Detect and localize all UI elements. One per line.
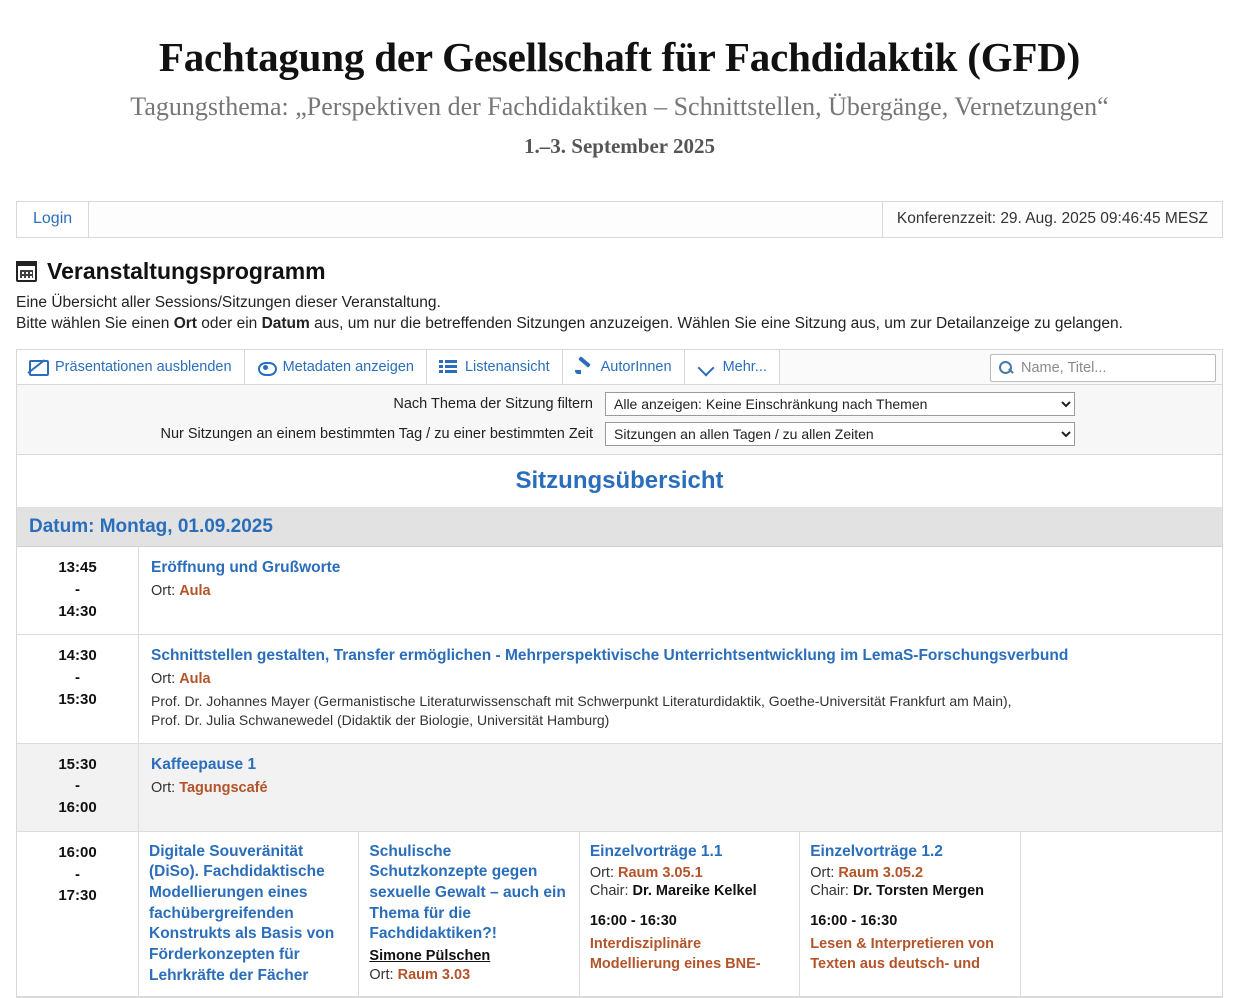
parallel-session-title[interactable]: Digitale Souveränität (DiSo). Fachdidaktische Modellierungen eines fachübergreifenden Konstrukts als Basis von Förderkonzepten für Lehrkräfte der Fächer <box>149 842 335 984</box>
session-body <box>139 635 1222 742</box>
filter-panel <box>16 385 1223 455</box>
session-time <box>17 744 139 831</box>
toggle-presentations-label: Präsentationen ausblenden <box>55 359 232 376</box>
session-location <box>151 581 1212 602</box>
session-body <box>139 744 1222 831</box>
location-link[interactable]: Raum 3.05.1 <box>618 865 703 882</box>
program-title: Sitzungsübersicht <box>17 455 1222 508</box>
session-dash: - <box>75 669 80 687</box>
location-prefix: Ort: <box>589 865 619 882</box>
intro-text-c: aus, um nur die betreffenden Sitzungen anzuzeigen. Wählen Sie eine Sitzung aus, um zur Detailanzeige zu gelangen. <box>309 315 1123 333</box>
session-end: 16:00 <box>58 799 97 817</box>
parallel-session-title[interactable]: Einzelvorträge 1.1 <box>589 842 723 860</box>
list-view-icon <box>439 359 458 375</box>
show-metadata-button[interactable] <box>245 350 427 384</box>
parallel-session-2[interactable] <box>359 832 579 996</box>
chair-prefix: Chair: <box>810 883 853 900</box>
session-start: 15:30 <box>58 755 97 773</box>
toggle-presentations-button[interactable] <box>17 350 245 384</box>
topbar-spacer <box>89 202 883 237</box>
location-prefix: Ort: <box>151 779 180 796</box>
location-link[interactable]: Aula <box>179 583 211 600</box>
section-intro <box>16 293 1223 335</box>
intro-bold-datum: Datum <box>261 315 310 333</box>
conference-clock: Konferenzzeit: 29. Aug. 2025 09:46:45 MESZ <box>896 210 1208 228</box>
conference-header <box>16 0 1223 169</box>
filter-label-day: Nur Sitzungen an einem bestimmten Tag / zu einer bestimmten Zeit <box>160 426 593 443</box>
search-icon <box>998 360 1014 376</box>
location-link[interactable]: Raum 3.03 <box>397 966 471 983</box>
session-start: 16:00 <box>58 843 97 861</box>
presentation-title[interactable]: Lesen & Interpretieren von Texten aus deutsch- und <box>810 936 994 972</box>
conference-dates: 1.–3. September 2025 <box>524 134 715 159</box>
more-label: Mehr... <box>722 359 767 376</box>
session-person-2: Prof. Dr. Julia Schwanewedel (Didaktik der Biologie, Universität Hamburg) <box>151 712 610 729</box>
parallel-session-3[interactable] <box>580 832 800 996</box>
intro-line-2 <box>16 314 1223 335</box>
session-end: 15:30 <box>58 690 97 708</box>
session-dash: - <box>75 580 80 598</box>
list-view-label: Listenansicht <box>464 359 550 376</box>
parallel-session-chair <box>590 883 791 899</box>
session-title[interactable]: Eröffnung und Grußworte <box>151 559 341 577</box>
filter-select-day[interactable] <box>605 422 1075 446</box>
session-person-1: Prof. Dr. Johannes Mayer (Germanistische Literaturwissenschaft mit Schwerpunkt Literaturdidaktik, Goethe-Universität Frankfurt am Main), <box>151 693 1012 709</box>
session-time <box>17 635 139 742</box>
table-row[interactable] <box>17 635 1222 743</box>
session-time <box>17 547 139 634</box>
session-title[interactable]: Kaffeepause 1 <box>151 755 257 773</box>
show-metadata-label: Metadaten anzeigen <box>282 359 414 376</box>
presentation-time: 16:00 - 16:30 <box>589 913 677 930</box>
location-prefix: Ort: <box>810 865 839 882</box>
session-location <box>151 669 1212 690</box>
parallel-session-empty <box>1021 832 1222 996</box>
list-view-button[interactable] <box>427 350 563 384</box>
section-header <box>16 258 1223 285</box>
parallel-session-location <box>810 865 1011 881</box>
hide-presentations-icon <box>29 359 48 375</box>
conference-subtitle: Tagungsthema: „Perspektiven der Fachdidaktiken – Schnittstellen, Übergänge, Vernetzungen“ <box>130 92 1109 122</box>
filter-row-day <box>17 419 1222 449</box>
location-prefix: Ort: <box>151 671 180 688</box>
authors-label: AutorInnen <box>600 359 672 376</box>
table-row[interactable] <box>17 744 1222 832</box>
authors-button[interactable] <box>563 350 685 384</box>
session-people <box>151 692 1212 731</box>
location-prefix: Ort: <box>151 583 180 600</box>
calendar-icon <box>16 261 37 282</box>
top-bar <box>16 201 1223 238</box>
parallel-session-location <box>369 967 570 983</box>
intro-text-b: oder ein <box>196 315 262 333</box>
parallel-session-4[interactable] <box>800 832 1020 996</box>
session-end: 17:30 <box>58 887 97 905</box>
login-link[interactable]: Login <box>17 202 89 237</box>
intro-line-1: Eine Übersicht aller Sessions/Sitzungen dieser Veranstaltung. <box>16 294 441 312</box>
session-start: 13:45 <box>58 559 97 577</box>
session-start: 14:30 <box>58 647 97 665</box>
pen-icon <box>575 359 594 375</box>
parallel-session-presenter[interactable]: Simone Pülschen <box>369 947 491 964</box>
chair-name: Dr. Torsten Mergen <box>852 883 984 900</box>
location-link[interactable]: Aula <box>179 671 211 688</box>
search-box[interactable] <box>990 354 1216 382</box>
filter-select-topic[interactable] <box>605 392 1075 416</box>
session-dash: - <box>75 777 80 795</box>
presentation-time: 16:00 - 16:30 <box>810 913 898 930</box>
parallel-sessions <box>139 832 1222 996</box>
chair-prefix: Chair: <box>589 883 633 900</box>
intro-bold-ort: Ort <box>173 315 197 333</box>
session-end: 14:30 <box>58 602 97 620</box>
program-toolbar <box>16 349 1223 385</box>
parallel-session-title[interactable]: Einzelvorträge 1.2 <box>810 842 943 860</box>
filter-row-topic <box>17 389 1222 419</box>
parallel-session-title[interactable]: Schulische Schutzkonzepte gegen sexuelle Gewalt – auch ein Thema für die Fachdidaktiken?! <box>369 842 566 943</box>
session-overview-table <box>16 455 1223 998</box>
session-body <box>139 547 1222 634</box>
intro-text-a: Bitte wählen Sie einen <box>16 315 174 333</box>
table-row[interactable] <box>17 547 1222 635</box>
location-link[interactable]: Tagungscafé <box>179 779 268 796</box>
session-time <box>17 832 139 996</box>
table-row[interactable] <box>17 832 1222 997</box>
parallel-session-location <box>590 865 791 881</box>
parallel-session-chair <box>810 883 1011 899</box>
page-title: Fachtagung der Gesellschaft für Fachdidaktik (GFD) <box>158 34 1081 80</box>
location-prefix: Ort: <box>369 966 398 983</box>
day-header: Datum: Montag, 01.09.2025 <box>17 508 1222 547</box>
chair-name: Dr. Mareike Kelkel <box>632 883 757 900</box>
presentation-title[interactable]: Interdisziplinäre Modellierung eines BNE- <box>589 936 761 972</box>
filter-label-topic: Nach Thema der Sitzung filtern <box>393 396 593 413</box>
section-title: Veranstaltungsprogramm <box>47 258 326 285</box>
session-dash: - <box>75 865 80 883</box>
more-button[interactable] <box>685 350 780 384</box>
search-input[interactable] <box>1019 359 1204 377</box>
metadata-eye-icon <box>257 359 276 375</box>
location-link[interactable]: Raum 3.05.2 <box>838 865 924 882</box>
session-title[interactable]: Schnittstellen gestalten, Transfer ermöglichen - Mehrperspektivische Unterrichtsentwicklung im LemaS-Forschungsverbund <box>151 647 1069 665</box>
session-location <box>151 778 1212 799</box>
chevron-down-icon <box>697 359 716 375</box>
parallel-session-1[interactable] <box>139 832 359 996</box>
